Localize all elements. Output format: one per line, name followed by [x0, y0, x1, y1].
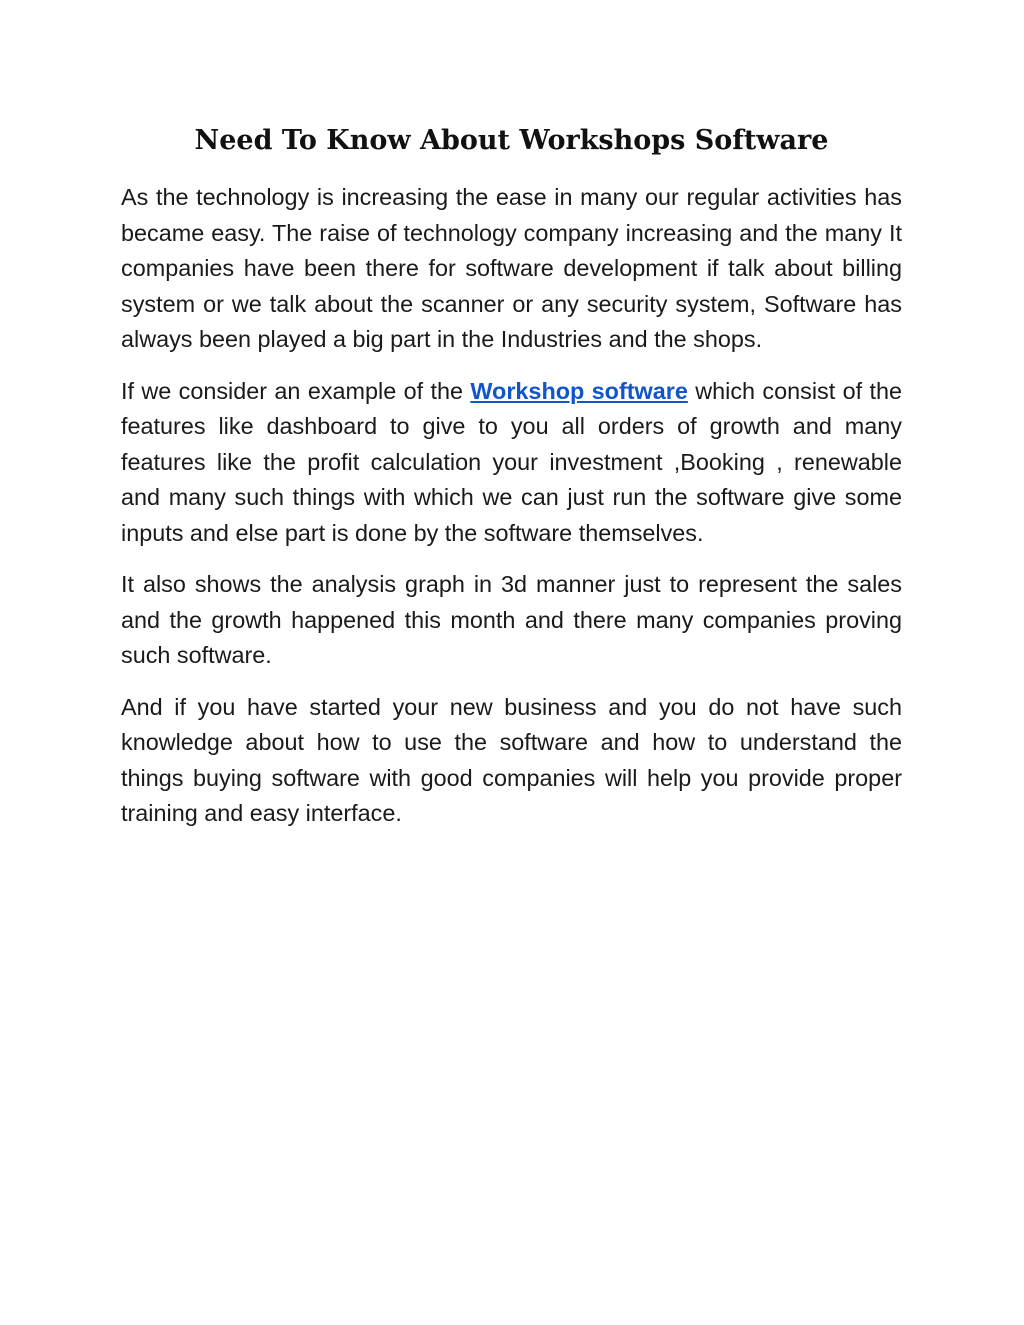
paragraph-1: As the technology is increasing the ease in many our regular activities has became easy. The raise of technology company increasing and the many It companies have been there for software development if talk about billing system or we talk about the scanner or any security system, Software has always been played a big part in the Industries and the shops. [121, 184, 902, 352]
article-body [121, 180, 902, 848]
paragraph-2 [121, 374, 902, 552]
page-title: Need To Know About Workshops Software [194, 125, 829, 156]
paragraph-2-rest: which consist of the features like dashboard to give to you all orders of growth and many features like the profit calculation your investment ,Booking , renewable and many such things with which we can just run the software give some inputs and else part is done by the software themselves. [121, 377, 902, 546]
paragraph-4: And if you have started your new business and you do not have such knowledge about how to use the software and how to understand the things buying software with good companies will help you provide proper training and easy interface. [121, 693, 902, 826]
paragraph-2-lead: If we consider an example of the [121, 377, 471, 404]
paragraph-3: It also shows the analysis graph in 3d manner just to represent the sales and the growth happened this month and there many companies proving such software. [121, 571, 902, 668]
workshop-software-link[interactable]: Workshop software [470, 377, 688, 404]
